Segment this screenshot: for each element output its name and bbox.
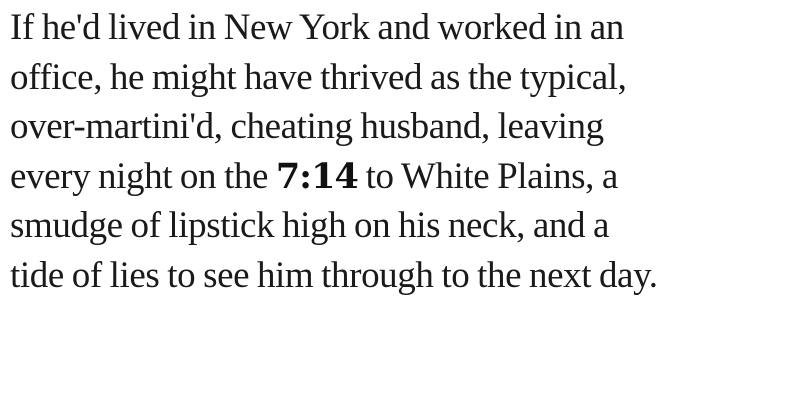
paragraph-line-2: office, he might have thrived as the typical, bbox=[10, 56, 627, 98]
paragraph-line-1: If he'd lived in New York and worked in an bbox=[10, 7, 624, 48]
paragraph-line-5: smudge of lipstick high on his neck, and a bbox=[10, 205, 609, 246]
line-4-text-after: to White Plains, a bbox=[357, 155, 618, 197]
emphasized-time: 7:14 bbox=[275, 155, 358, 197]
body-paragraph bbox=[10, 3, 790, 300]
document-page bbox=[10, 3, 790, 300]
paragraph-line-3: over-martini'd, cheating husband, leaving bbox=[10, 106, 604, 147]
line-4-text-before: every night on the bbox=[10, 155, 276, 197]
paragraph-line-6: tide of lies to see him through to the next day. bbox=[10, 254, 658, 296]
paragraph-line-4 bbox=[10, 152, 790, 202]
